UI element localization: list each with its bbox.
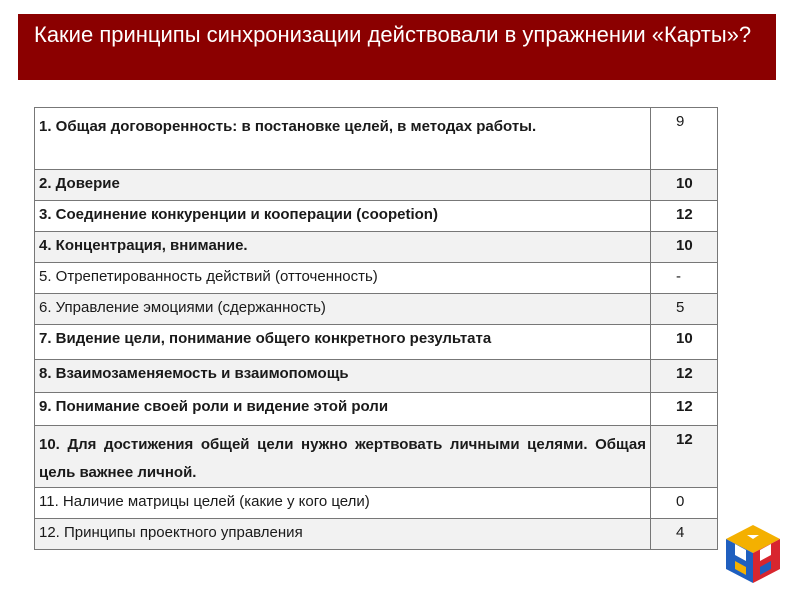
table-row [35, 325, 718, 360]
table-row [35, 519, 718, 550]
table-row [35, 360, 718, 393]
row-value: 10 [651, 232, 718, 263]
page-title: Какие принципы синхронизации действовали в упражнении «Карты»? [34, 22, 752, 47]
principles-table [34, 107, 718, 550]
row-label: 8. Взаимозаменяемость и взаимопомощь [35, 360, 651, 393]
row-value: 12 [651, 360, 718, 393]
row-label: 9. Понимание своей роли и видение этой роли [35, 393, 651, 426]
row-value: 0 [651, 488, 718, 519]
table-row [35, 108, 718, 170]
row-value: - [651, 263, 718, 294]
row-label: 10. Для достижения общей цели нужно жертвовать личными целями. Общая цель важнее личной. [35, 426, 651, 488]
table-row [35, 393, 718, 426]
table-row [35, 488, 718, 519]
row-label: 12. Принципы проектного управления [35, 519, 651, 550]
row-value: 12 [651, 201, 718, 232]
row-value: 9 [651, 108, 718, 170]
row-label: 7. Видение цели, понимание общего конкретного результата [35, 325, 651, 360]
row-label: 1. Общая договоренность: в постановке целей, в методах работы. [35, 108, 651, 170]
row-value: 10 [651, 325, 718, 360]
row-label: 11. Наличие матрицы целей (какие у кого цели) [35, 488, 651, 519]
table-row [35, 201, 718, 232]
table-row [35, 263, 718, 294]
table-row [35, 232, 718, 263]
table-row [35, 170, 718, 201]
row-value: 12 [651, 393, 718, 426]
row-value: 5 [651, 294, 718, 325]
row-value: 10 [651, 170, 718, 201]
row-value: 4 [651, 519, 718, 550]
row-label: 5. Отрепетированность действий (отточенность) [35, 263, 651, 294]
row-label: 6. Управление эмоциями (сдержанность) [35, 294, 651, 325]
table-row [35, 294, 718, 325]
row-label: 3. Соединение конкуренции и кооперации (coopetion) [35, 201, 651, 232]
row-value: 12 [651, 426, 718, 488]
table-row [35, 426, 718, 488]
cube-logo-icon [722, 523, 784, 585]
row-label: 2. Доверие [35, 170, 651, 201]
row-label: 4. Концентрация, внимание. [35, 232, 651, 263]
title-bar [18, 14, 776, 80]
